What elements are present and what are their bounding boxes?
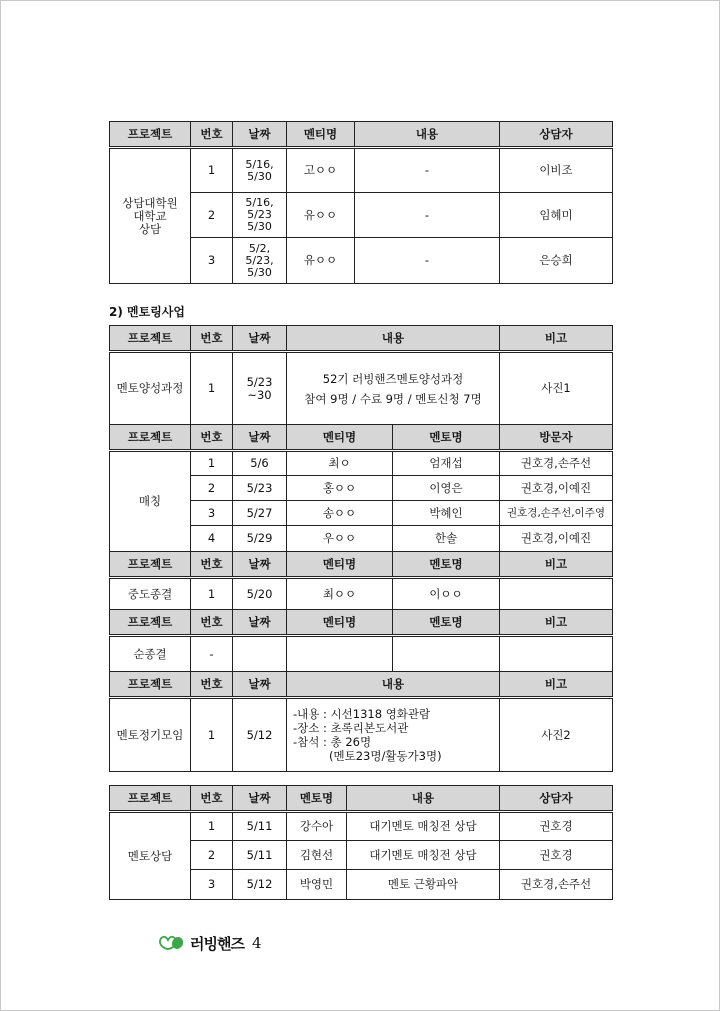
date-cell: 5/23 ~30 xyxy=(233,352,287,425)
col-header: 번호 xyxy=(191,552,233,578)
counselor-cell: 이비조 xyxy=(500,148,613,193)
col-header: 프로젝트 xyxy=(110,786,191,812)
brand-name: 러빙핸즈 xyxy=(190,934,244,953)
col-header: 비고 xyxy=(500,552,613,578)
col-header: 번호 xyxy=(191,122,233,148)
visitor-cell: 권호경,손주선,이주영 xyxy=(500,501,613,526)
date-cell: 5/11 xyxy=(233,812,287,841)
counselor-cell: 권호경,손주선 xyxy=(500,870,613,900)
mentee-cell: 홍ㅇㅇ xyxy=(287,476,393,501)
col-header: 멘토명 xyxy=(393,552,500,578)
mentor-cell: 박영민 xyxy=(287,870,347,900)
col-header: 비고 xyxy=(500,610,613,636)
col-header: 비고 xyxy=(500,672,613,698)
project-cell: 멘토정기모임 xyxy=(110,698,191,772)
row-number: 2 xyxy=(191,476,233,501)
col-header: 날짜 xyxy=(233,425,287,451)
row-number: 4 xyxy=(191,526,233,552)
mentee-cell: 유ㅇㅇ xyxy=(287,193,355,238)
col-header: 비고 xyxy=(500,326,613,352)
col-header: 프로젝트 xyxy=(110,122,191,148)
note-cell: 사진2 xyxy=(500,698,613,772)
row-number: 1 xyxy=(191,812,233,841)
date-cell xyxy=(233,636,287,672)
row-number: 1 xyxy=(191,352,233,425)
col-header: 날짜 xyxy=(233,786,287,812)
content-line: -참석 : 총 26명 xyxy=(293,735,372,749)
col-header: 멘티명 xyxy=(287,122,355,148)
note-cell xyxy=(500,578,613,610)
col-header: 번호 xyxy=(191,786,233,812)
date-cell: 5/12 xyxy=(233,698,287,772)
mentee-cell: 우ㅇㅇ xyxy=(287,526,393,552)
note-cell xyxy=(500,636,613,672)
col-header: 번호 xyxy=(191,672,233,698)
row-number: 3 xyxy=(191,870,233,900)
mentee-cell: 유ㅇㅇ xyxy=(287,238,355,284)
col-header: 멘토명 xyxy=(393,610,500,636)
row-number: 3 xyxy=(191,501,233,526)
col-header: 날짜 xyxy=(233,552,287,578)
col-header: 멘티명 xyxy=(287,610,393,636)
project-cell: 매칭 xyxy=(110,451,191,552)
mentee-cell: 최ㅇ xyxy=(287,451,393,476)
row-number: 3 xyxy=(191,238,233,284)
project-cell: 멘토상담 xyxy=(110,812,191,900)
date-cell: 5/23 xyxy=(233,476,287,501)
date-cell: 5/27 xyxy=(233,501,287,526)
col-header: 날짜 xyxy=(233,122,287,148)
row-number: 1 xyxy=(191,451,233,476)
mentee-cell: 송ㅇㅇ xyxy=(287,501,393,526)
mentor-cell: 엄재섭 xyxy=(393,451,500,476)
col-header: 프로젝트 xyxy=(110,552,191,578)
col-header: 방문자 xyxy=(500,425,613,451)
date-cell: 5/6 xyxy=(233,451,287,476)
project-cell: 중도종결 xyxy=(110,578,191,610)
date-cell: 5/2, 5/23, 5/30 xyxy=(233,238,287,284)
page-number: 4 xyxy=(251,934,262,952)
col-header: 상담자 xyxy=(500,122,613,148)
counselor-cell: 은승희 xyxy=(500,238,613,284)
note-cell: 사진1 xyxy=(500,352,613,425)
mentor-cell: 강수아 xyxy=(287,812,347,841)
row-number: - xyxy=(191,636,233,672)
content-line: -장소 : 초록리본도서관 xyxy=(293,721,409,735)
date-cell: 5/16, 5/23 5/30 xyxy=(233,193,287,238)
content-line: 52기 러빙핸즈멘토양성과정 xyxy=(322,371,464,386)
date-cell: 5/16, 5/30 xyxy=(233,148,287,193)
project-cell: 상담대학원 대학교 상담 xyxy=(110,148,191,284)
col-header: 날짜 xyxy=(233,610,287,636)
col-header: 프로젝트 xyxy=(110,610,191,636)
project-cell: 순종결 xyxy=(110,636,191,672)
content-line: (멘토23명/활동가3명) xyxy=(329,749,442,763)
mentor-cell: 이ㅇㅇ xyxy=(393,578,500,610)
col-header: 번호 xyxy=(191,610,233,636)
hands-logo-icon xyxy=(158,931,186,955)
row-number: 1 xyxy=(191,148,233,193)
date-cell: 5/11 xyxy=(233,841,287,870)
content-cell: 대기멘토 매칭전 상담 xyxy=(347,812,500,841)
col-header: 상담자 xyxy=(500,786,613,812)
mentor-cell: 한솔 xyxy=(393,526,500,552)
footer xyxy=(158,931,262,955)
content-cell xyxy=(287,698,500,772)
section-title: 2) 멘토링사업 xyxy=(109,305,185,319)
col-header: 날짜 xyxy=(233,326,287,352)
row-number: 1 xyxy=(191,698,233,772)
counselor-cell: 권호경 xyxy=(500,841,613,870)
col-header: 날짜 xyxy=(233,672,287,698)
col-header: 내용 xyxy=(287,672,500,698)
visitor-cell: 권호경,손주선 xyxy=(500,451,613,476)
content-cell: 멘토 근황파악 xyxy=(347,870,500,900)
project-cell: 멘토양성과정 xyxy=(110,352,191,425)
counsel-table xyxy=(109,121,613,284)
content-line: -내용 : 시선1318 영화관람 xyxy=(293,707,431,721)
col-header: 내용 xyxy=(287,326,500,352)
date-cell: 5/29 xyxy=(233,526,287,552)
counselor-cell: 권호경 xyxy=(500,812,613,841)
col-header: 프로젝트 xyxy=(110,425,191,451)
col-header: 프로젝트 xyxy=(110,326,191,352)
content-cell: - xyxy=(355,193,500,238)
row-number: 2 xyxy=(191,193,233,238)
col-header: 번호 xyxy=(191,326,233,352)
col-header: 멘토명 xyxy=(287,786,347,812)
content-cell xyxy=(287,352,500,425)
col-header: 멘티명 xyxy=(287,552,393,578)
row-number: 1 xyxy=(191,578,233,610)
col-header: 내용 xyxy=(355,122,500,148)
mentoring-table xyxy=(109,325,613,772)
mentee-cell: 최ㅇㅇ xyxy=(287,578,393,610)
visitor-cell: 권호경,이예진 xyxy=(500,526,613,552)
row-number: 2 xyxy=(191,841,233,870)
col-header: 번호 xyxy=(191,425,233,451)
col-header: 멘티명 xyxy=(287,425,393,451)
col-header: 내용 xyxy=(347,786,500,812)
mentor-counsel-table xyxy=(109,785,613,900)
content-line: 참여 9명 / 수료 9명 / 멘토신청 7명 xyxy=(304,391,482,406)
col-header: 멘토명 xyxy=(393,425,500,451)
mentor-cell xyxy=(393,636,500,672)
col-header: 프로젝트 xyxy=(110,672,191,698)
content-cell: 대기멘토 매칭전 상담 xyxy=(347,841,500,870)
mentor-cell: 이영은 xyxy=(393,476,500,501)
mentee-cell: 고ㅇㅇ xyxy=(287,148,355,193)
visitor-cell: 권호경,이예진 xyxy=(500,476,613,501)
content-cell: - xyxy=(355,148,500,193)
content-cell: - xyxy=(355,238,500,284)
mentor-cell: 박혜인 xyxy=(393,501,500,526)
counselor-cell: 임혜미 xyxy=(500,193,613,238)
date-cell: 5/12 xyxy=(233,870,287,900)
date-cell: 5/20 xyxy=(233,578,287,610)
mentor-cell: 김현선 xyxy=(287,841,347,870)
mentee-cell xyxy=(287,636,393,672)
